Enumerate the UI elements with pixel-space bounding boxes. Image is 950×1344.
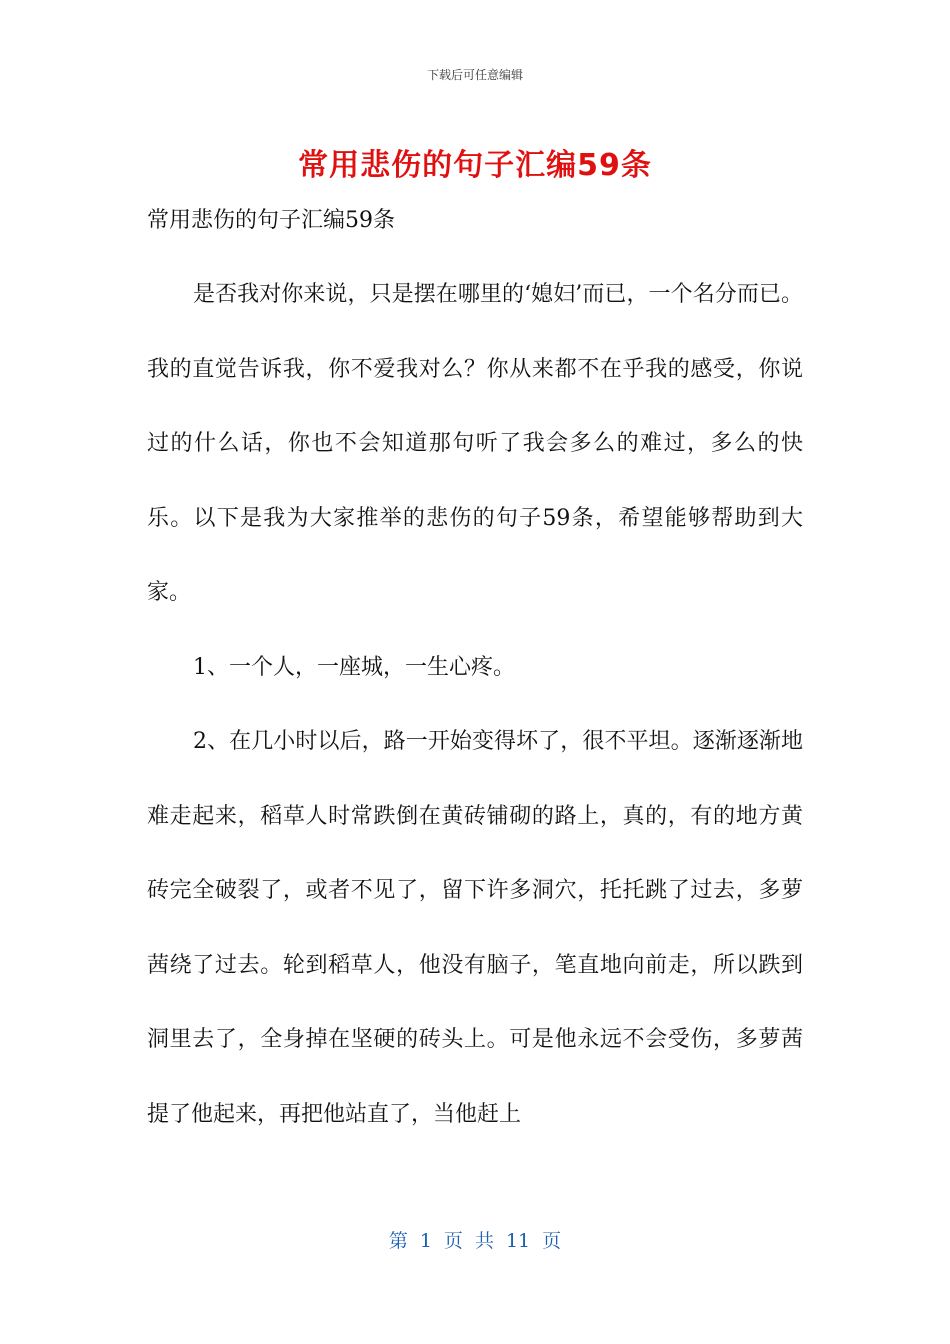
- footer-current-page: 1: [419, 1230, 432, 1252]
- document-title: 常用悲伤的句子汇编59条: [298, 148, 652, 183]
- footer-total-pages: 11: [505, 1230, 531, 1252]
- page-footer: [0, 1226, 950, 1253]
- document-subtitle: 常用悲伤的句子汇编59条: [147, 208, 395, 233]
- footer-prefix: 第: [388, 1230, 408, 1252]
- paragraph-item-2: 2、在几小时以后，路一开始变得坏了，很不平坦。逐渐逐渐地难走起来，稻草人时常跌倒在黄砖铺砌的路上，真的，有的地方黄砖完全破裂了，或者不见了，留下许多洞穴，托托跳了过去，多萝茜绕了过去。轮到稻草人，他没有脑子，笔直地向前走，所以跌到洞里去了，全身掉在坚硬的砖头上。可是他永远不会受伤，多萝茜提了他起来，再把他站直了，当他赶上: [147, 729, 803, 1127]
- document-body: [147, 202, 803, 1152]
- paragraph-item-1: 1、一个人，一座城，一生心疼。: [193, 654, 515, 680]
- paragraph-intro: 是否我对你来说，只是摆在哪里的‘媳妇’而已，一个名分而已。我的直觉告诉我，你不爱我对么？你从来都不在乎我的感受，你说过的什么话，你也不会知道那句听了我会多么的难过，多么的快乐。以下是我为大家推举的悲伤的句子59条，希望能够帮助到大家。: [147, 282, 803, 605]
- footer-middle: 页 共: [443, 1230, 494, 1252]
- header-note: 下载后可任意编辑: [426, 68, 523, 82]
- footer-suffix: 页: [542, 1230, 562, 1252]
